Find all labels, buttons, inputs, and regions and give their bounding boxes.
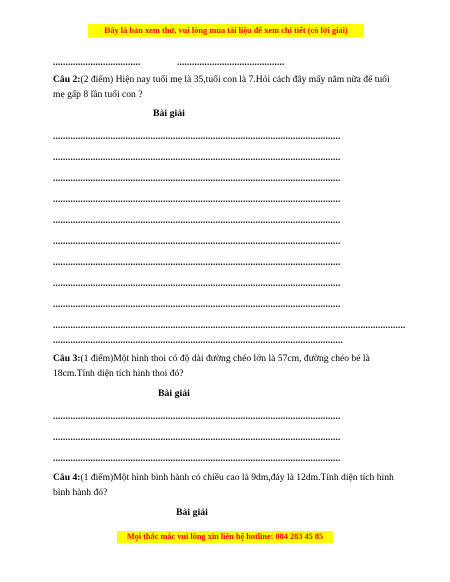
answer-line[interactable]: ................................................................................................................... <box>53 215 341 225</box>
answer-line[interactable]: ................................................................................................................... <box>53 411 341 421</box>
answer-line[interactable]: ................................................................................................................... <box>53 453 341 463</box>
answer-line[interactable]: ................................................................................................................... <box>53 194 341 204</box>
answer-line[interactable]: ................................................................................................................... <box>53 173 341 183</box>
answer-line[interactable]: ................................................................................................................... <box>53 432 341 442</box>
question-label: Câu 2: <box>53 74 81 85</box>
question-text: Một hình bình hành có chiều cao là 9dm,đáy là 12dm.Tính diện tích hình bình hành đó? <box>53 472 394 498</box>
question-2 <box>53 72 403 102</box>
dotted-line-short: ................................... <box>53 57 141 67</box>
dotted-line-short: ........................................... <box>177 57 285 67</box>
answer-line[interactable]: ................................................................................................................... <box>53 299 341 309</box>
question-3 <box>53 351 403 381</box>
question-label: Câu 3: <box>53 353 81 364</box>
question-points: (1 điểm) <box>80 472 114 483</box>
answer-line[interactable]: ................................................................................................................... <box>53 131 341 141</box>
answer-line[interactable]: ............................................................................................................................................. <box>53 320 406 330</box>
question-text: Hiện nay tuổi mẹ là 35,tuổi con là 7.Hỏi cách đây mấy năm nữa để tuổi mẹ gấp 8 lần tuổi con ? <box>53 74 390 100</box>
preview-notice-banner: Đây là bản xem thử, vui lòng mua tài liệu để xem chi tiết (có lời giải) <box>88 24 364 37</box>
answer-line[interactable]: ................................................................................................................... <box>53 236 341 246</box>
question-label: Câu 4: <box>53 472 81 483</box>
answer-line[interactable]: ................................................................................................................... <box>53 152 341 162</box>
question-points: (1 điểm) <box>80 353 114 364</box>
hotline-footer: Mọi thắc mắc vui lòng xin liên hệ hotline: 084 283 45 85 <box>117 531 333 543</box>
answer-heading: Bài giải <box>176 507 208 518</box>
question-4 <box>53 470 403 500</box>
answer-heading: Bài giải <box>153 108 185 119</box>
question-text: Một hình thoi có độ dài đường chéo lớn là 57cm, đường chéo bé là 18cm.Tính diện tích hình thoi đó? <box>53 353 370 379</box>
answer-line[interactable]: .................................................................................................................... <box>53 335 343 345</box>
question-points: (2 điểm) <box>80 74 114 85</box>
answer-heading: Bài giải <box>158 388 190 399</box>
answer-line[interactable]: ................................................................................................................... <box>53 257 341 267</box>
answer-line[interactable]: ................................................................................................................... <box>53 278 341 288</box>
